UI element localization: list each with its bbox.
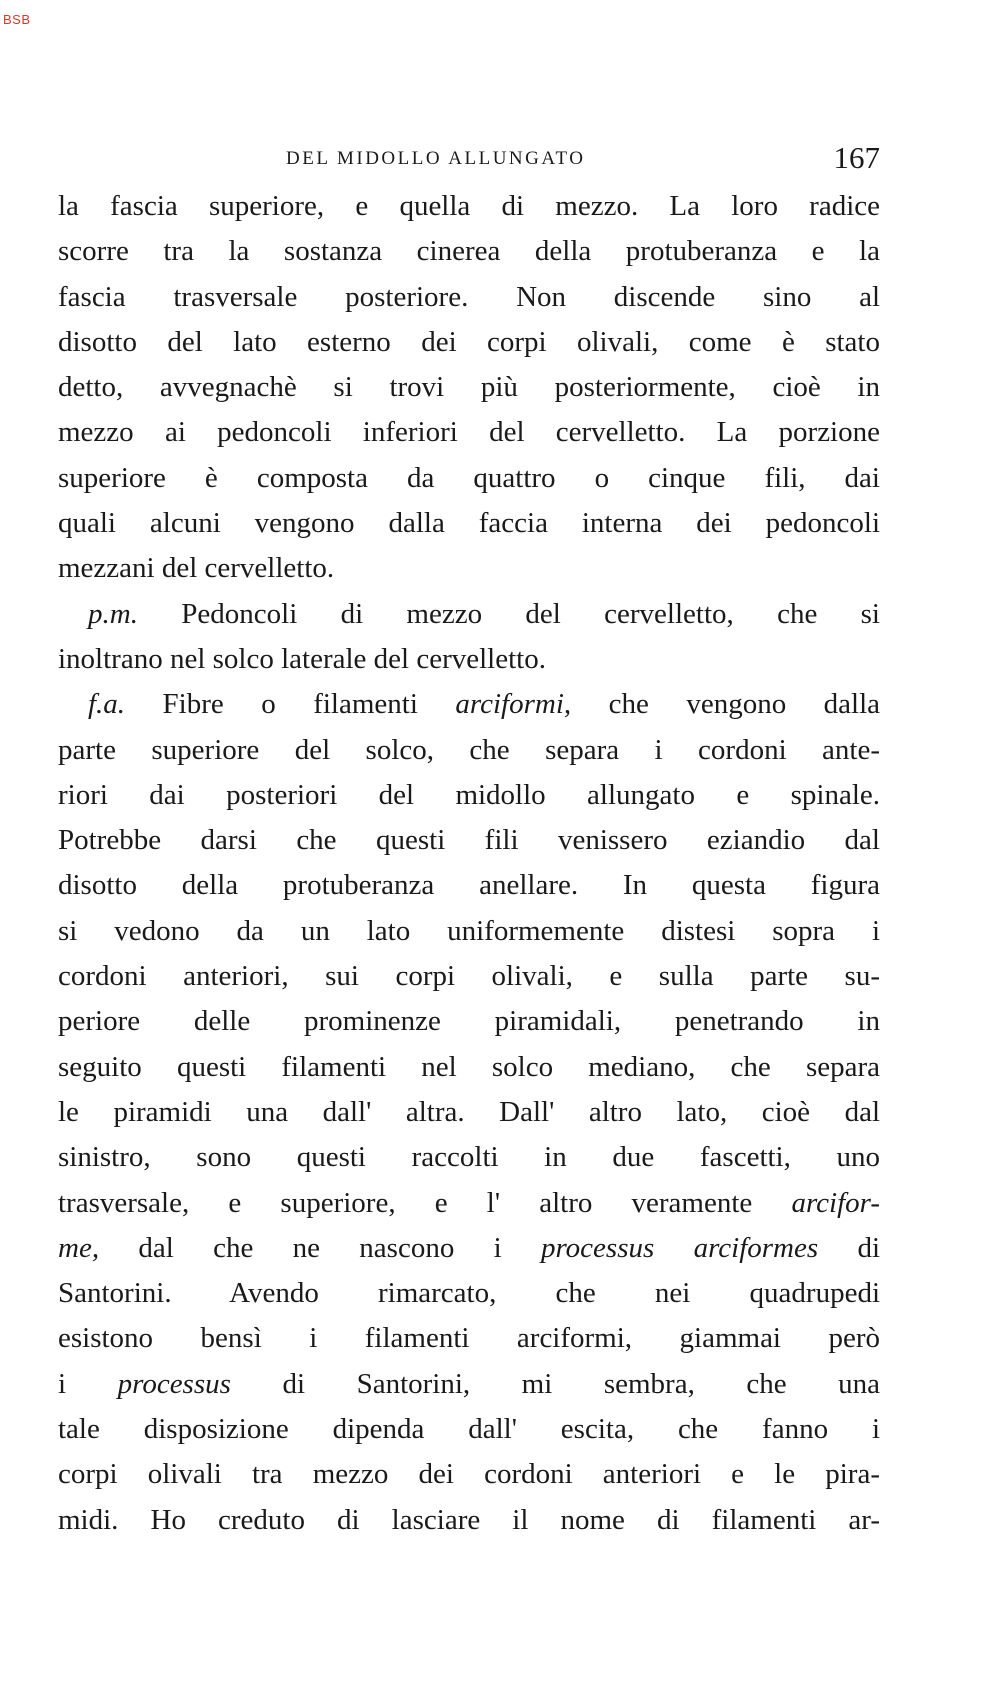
text-line: fascia trasversale posteriore. Non discende sino al [58, 280, 880, 313]
text-line: quali alcuni vengono dalla faccia interna dei pedoncoli [58, 507, 880, 540]
text-line: riori dai posteriori del midollo allungato e spinale. [58, 778, 880, 811]
text-line [58, 1226, 880, 1271]
italic-term: me, [58, 1231, 100, 1264]
text-line: periore delle prominenze piramidali, penetrando in [58, 1005, 880, 1038]
figure-label-pm: p.m. [88, 597, 138, 630]
text-line [58, 592, 880, 637]
italic-term: processus [117, 1367, 231, 1400]
paragraph-fa [58, 682, 880, 1543]
text-line: tale disposizione dipenda dall' escita, che fanno i [58, 1413, 880, 1446]
text-segment: di [857, 1231, 881, 1264]
text-line: si vedono da un lato uniformemente distesi sopra i [58, 914, 880, 947]
text-line: parte superiore del solco, che separa i cordoni ante- [58, 733, 880, 766]
text-segment: Pedoncoli di mezzo del cervelletto, che si [181, 597, 880, 630]
text-line: detto, avvegnachè si trovi più posteriormente, cioè in [58, 371, 880, 404]
text-line: sinistro, sono questi raccolti in due fascetti, uno [58, 1141, 880, 1174]
figure-label-fa: f.a. [88, 688, 126, 721]
text-line: le piramidi una dall' altra. Dall' altro lato, cioè dal [58, 1095, 880, 1128]
page-header [58, 142, 880, 182]
text-line: inoltrano nel solco laterale del cervelletto. [58, 642, 546, 675]
paragraph-pm [58, 592, 880, 683]
text-segment: che vengono dalla [608, 688, 881, 721]
text-segment: dal che ne nascono i [138, 1231, 502, 1264]
body-text [58, 184, 880, 1543]
text-line: Santorini. Avendo rimarcato, che nei quadrupedi [58, 1277, 880, 1310]
paragraph-intro [58, 184, 880, 592]
text-line: esistono bensì i filamenti arciformi, giammai però [58, 1322, 880, 1355]
italic-term: processus arciformes [540, 1231, 819, 1264]
text-segment: trasversale, e superiore, e l' altro veramente [58, 1186, 753, 1219]
text-line: disotto del lato esterno dei corpi olivali, come è stato [58, 325, 880, 358]
text-line: superiore è composta da quattro o cinque fili, dai [58, 461, 880, 494]
text-line: cordoni anteriori, sui corpi olivali, e sulla parte su- [58, 960, 880, 993]
text-segment: i [58, 1367, 67, 1400]
text-line [58, 682, 880, 727]
text-segment: di Santorini, mi sembra, che una [282, 1367, 881, 1400]
running-head: DEL MIDOLLO ALLUNGATO [286, 148, 586, 169]
italic-term: arciformi, [455, 688, 572, 721]
text-line: scorre tra la sostanza cinerea della protuberanza e la [58, 235, 880, 268]
text-line: Potrebbe darsi che questi fili venissero eziandio dal [58, 824, 880, 857]
text-segment: Fibre o filamenti [162, 688, 418, 721]
library-stamp: BSB [3, 12, 31, 27]
text-line: disotto della protuberanza anellare. In questa figura [58, 869, 880, 902]
italic-term: arcifor- [791, 1186, 880, 1219]
text-line: mezzo ai pedoncoli inferiori del cervelletto. La porzione [58, 416, 880, 449]
page-number: 167 [833, 140, 880, 175]
text-line: mezzani del cervelletto. [58, 552, 335, 585]
text-line: corpi olivali tra mezzo dei cordoni anteriori e le pira- [58, 1458, 880, 1491]
text-line [58, 1362, 880, 1407]
text-line [58, 1181, 880, 1226]
text-line: midi. Ho creduto di lasciare il nome di filamenti ar- [58, 1503, 880, 1536]
text-line: la fascia superiore, e quella di mezzo. La loro radice [58, 190, 880, 222]
text-line: seguito questi filamenti nel solco mediano, che separa [58, 1050, 880, 1083]
